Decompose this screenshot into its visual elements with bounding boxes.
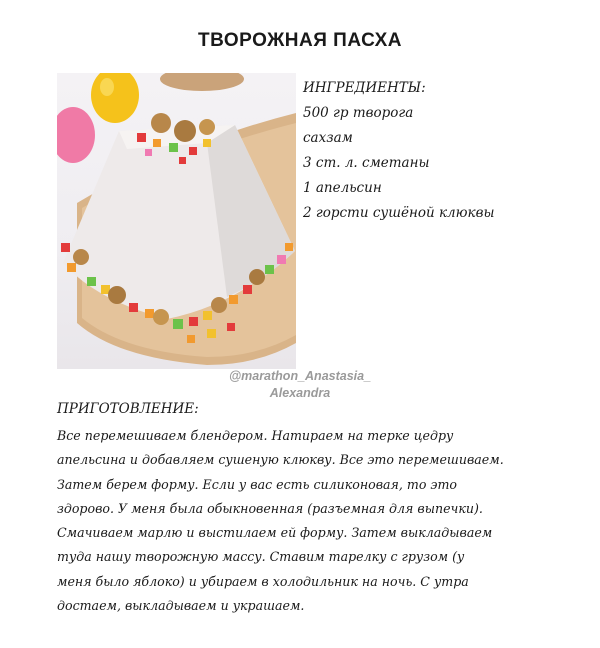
preparation-heading: ПРИГОТОВЛЕНИЕ:: [57, 401, 199, 417]
ingredient-item: сахзам: [303, 130, 353, 146]
ingredient-item: 2 горсти сушёной клюквы: [303, 205, 495, 221]
preparation-line: меня было яблоко) и убираем в холодильник на ночь. С утра: [57, 573, 469, 589]
preparation-line: здорово. У меня была обыкновенная (разъемная для выпечки).: [57, 500, 483, 516]
preparation-line: Смачиваем марлю и выстилаем ей форму. Затем выкладываем: [57, 525, 493, 541]
paskha-photo: [57, 73, 296, 369]
ingredients-block: [303, 76, 593, 226]
pink-egg: [57, 107, 95, 163]
recipe-title: ТВОРОЖНАЯ ПАСХА: [198, 30, 402, 51]
preparation-line: Затем берем форму. Если у вас есть силиконовая, то это: [57, 476, 457, 492]
ingredient-item: 500 гр творога: [303, 105, 414, 121]
preparation-line: апельсина и добавляем сушеную клюкву. Все это перемешиваем.: [57, 452, 504, 468]
preparation-line: туда нашу творожную массу. Ставим тарелку с грузом (у: [57, 549, 465, 565]
watermark-line-2: Alexandra: [269, 386, 331, 400]
watermark-line-1: @marathon_Anastasia_: [228, 369, 372, 383]
preparation-text: [57, 424, 557, 618]
preparation-line: Все перемешиваем блендером. Натираем на терке цедру: [57, 428, 454, 443]
preparation-line: достаем, выкладываем и украшаем.: [57, 598, 305, 614]
yellow-egg: [91, 73, 139, 123]
ingredient-item: 3 ст. л. сметаны: [303, 155, 430, 171]
basket: [160, 73, 244, 91]
author-watermark: [220, 368, 380, 402]
ingredients-heading: ИНГРЕДИЕНТЫ:: [303, 80, 426, 96]
ingredient-item: 1 апельсин: [303, 180, 382, 196]
